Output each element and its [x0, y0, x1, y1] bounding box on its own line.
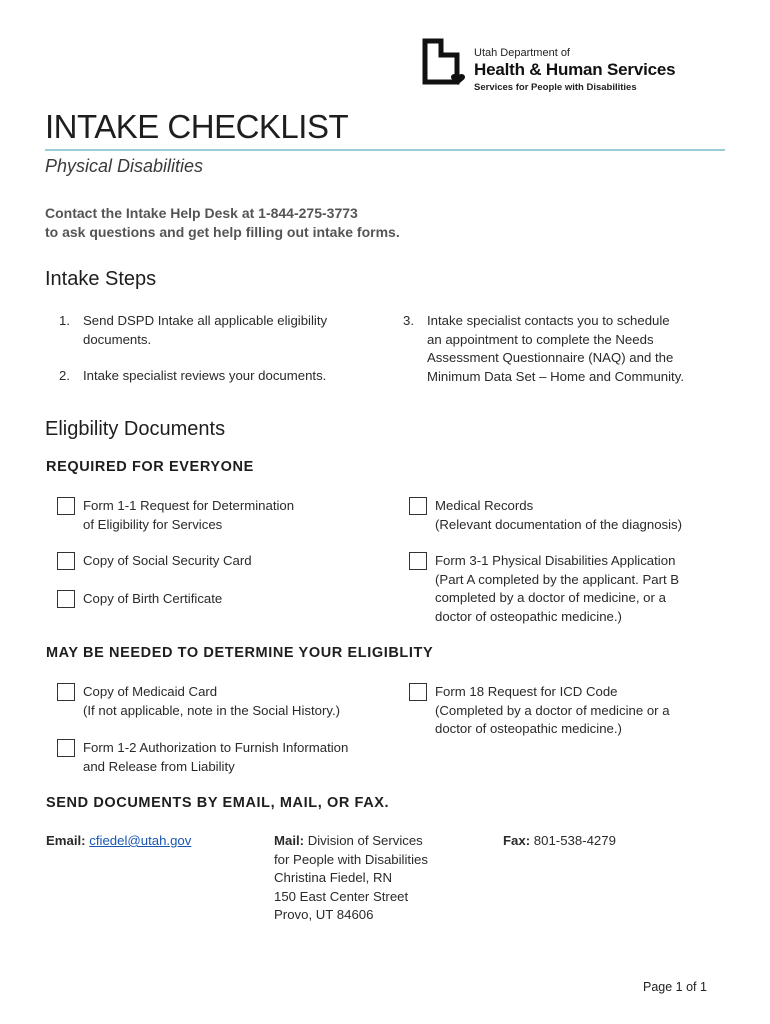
mail-line: Provo, UT 84606 — [274, 907, 374, 922]
step-line: Send DSPD Intake all applicable eligibility — [83, 313, 328, 328]
label-line: of Eligibility for Services — [83, 516, 223, 532]
email-link[interactable]: cfiedel@utah.gov — [89, 833, 192, 848]
label-line: (Completed by a doctor of medicine or a — [435, 702, 670, 718]
checkbox-social-security-card[interactable] — [57, 552, 75, 570]
label-line: Form 18 Request for ICD Code — [435, 684, 618, 699]
checkbox-form-3-1[interactable] — [409, 552, 427, 570]
label-line: completed by a doctor of medicine, or a — [435, 590, 666, 605]
checkbox-label-birth-certificate — [83, 590, 222, 609]
logo-agency-name: Health & Human Services — [474, 60, 676, 79]
checkbox-label-medicaid-card — [83, 683, 340, 720]
send-documents-heading: SEND DOCUMENTS BY EMAIL, MAIL, OR FAX. — [46, 795, 390, 811]
checkbox-form-1-2[interactable] — [57, 739, 75, 757]
checkbox-medicaid-card[interactable] — [57, 683, 75, 701]
eligibility-heading: Eligbility Documents — [45, 418, 226, 440]
utah-state-outline-heart-icon — [422, 38, 470, 94]
checkbox-label-medical-records — [435, 497, 682, 534]
step-line: Assessment Questionnaire (NAQ) and the — [427, 350, 674, 365]
fax-number: 801-538-4279 — [533, 833, 616, 848]
page-subtitle: Physical Disabilities — [45, 156, 204, 176]
checkbox-label-social-security-card — [83, 552, 252, 571]
mail-line: Christina Fiedel, RN — [274, 870, 392, 885]
step-line: Intake specialist reviews your documents. — [83, 368, 327, 383]
step-line: documents. — [83, 331, 152, 347]
label-line: doctor of osteopathic medicine.) — [435, 721, 622, 736]
step-number: 1. — [59, 313, 70, 328]
checkbox-form-18[interactable] — [409, 683, 427, 701]
mail-line: for People with Disabilities — [274, 851, 428, 867]
label-line: (Part A completed by the applicant. Part B — [435, 571, 680, 587]
label-line: doctor of osteopathic medicine.) — [435, 608, 622, 624]
contact-notice — [45, 204, 400, 242]
intake-step-3 — [403, 312, 723, 388]
logo-department-line: Utah Department of — [474, 47, 570, 59]
step-line: an appointment to complete the Needs — [427, 331, 654, 347]
required-heading: REQUIRED FOR EVERYONE — [46, 459, 254, 475]
checkbox-label-form-3-1 — [435, 552, 679, 626]
checkbox-birth-certificate[interactable] — [57, 590, 75, 608]
label-line: (If not applicable, note in the Social History.) — [83, 702, 341, 718]
email-label: Email: — [46, 833, 86, 848]
checkbox-label-form-18 — [435, 683, 670, 739]
intake-steps-heading: Intake Steps — [45, 268, 157, 290]
intake-step-2 — [59, 367, 379, 387]
title-divider — [45, 149, 725, 151]
label-line: Medical Records — [435, 498, 534, 513]
maybe-needed-heading: MAY BE NEEDED TO DETERMINE YOUR ELIGIBLITY — [46, 645, 434, 661]
page-number: Page 1 of 1 — [643, 980, 707, 994]
checkbox-form-1-1[interactable] — [57, 497, 75, 515]
logo-division-name: Services for People with Disabilities — [474, 82, 637, 93]
label-line: Copy of Social Security Card — [83, 553, 252, 568]
mail-line: 150 East Center Street — [274, 888, 409, 904]
mail-block — [274, 832, 428, 925]
intake-step-1 — [59, 312, 379, 352]
dhhs-logo — [422, 38, 712, 96]
step-line: Intake specialist contacts you to schedule — [427, 313, 670, 328]
page-title: INTAKE CHECKLIST — [45, 108, 349, 145]
label-line: Form 1-2 Authorization to Furnish Information — [83, 740, 349, 755]
contact-line-1: Contact the Intake Help Desk at 1-844-275-3773 — [45, 205, 358, 221]
step-number: 2. — [59, 368, 70, 383]
checkbox-medical-records[interactable] — [409, 497, 427, 515]
step-line: Minimum Data Set – Home and Community. — [427, 368, 685, 384]
checkbox-label-form-1-1 — [83, 497, 294, 534]
step-number: 3. — [403, 313, 414, 328]
label-line: (Relevant documentation of the diagnosis) — [435, 516, 683, 532]
label-line: Form 1-1 Request for Determination — [83, 498, 295, 513]
label-line: and Release from Liability — [83, 758, 235, 774]
mail-line: Division of Services — [307, 833, 423, 848]
label-line: Form 3-1 Physical Disabilities Application — [435, 553, 676, 568]
fax-label: Fax: — [503, 833, 531, 848]
label-line: Copy of Medicaid Card — [83, 684, 218, 699]
label-line: Copy of Birth Certificate — [83, 591, 223, 606]
email-block — [46, 832, 191, 851]
contact-line-2: to ask questions and get help filling out intake forms. — [45, 224, 400, 240]
fax-block — [503, 832, 616, 851]
mail-label: Mail: — [274, 833, 305, 848]
checkbox-label-form-1-2 — [83, 739, 348, 776]
